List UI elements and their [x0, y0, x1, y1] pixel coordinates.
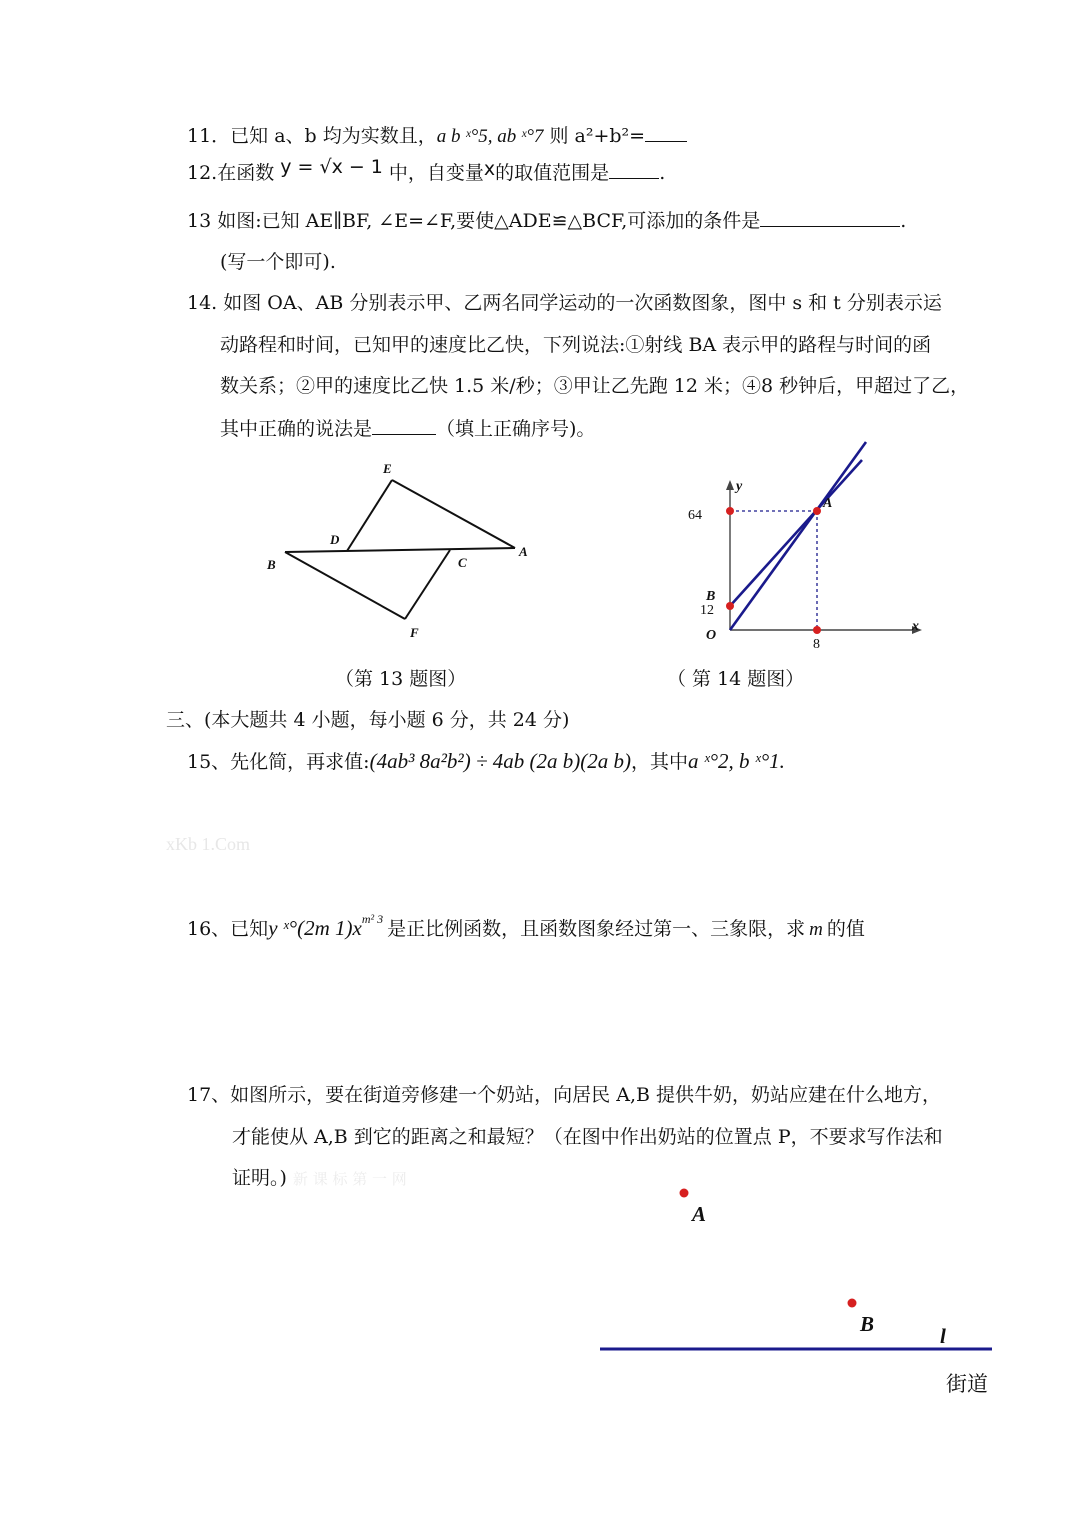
question-17-line-3 — [232, 1166, 407, 1191]
fig14-point-b — [726, 602, 734, 610]
question-17-line-2: 才能使从 A,B 到它的距离之和最短？（在图中作出奶站的位置点 P，不要求写作法和 — [232, 1126, 943, 1148]
q15-text-2: ，其中 — [630, 751, 688, 773]
fig14-label-b: B — [706, 589, 716, 604]
figure-13-caption: （第 13 题图） — [335, 668, 467, 690]
fig17-label-a: A — [692, 1202, 707, 1226]
question-15 — [187, 749, 785, 774]
q16-text: 16、已知 — [187, 918, 269, 940]
q14-text-2: （填上正确序号)。 — [436, 418, 596, 440]
fig17-point-a — [680, 1189, 689, 1198]
q13-period: . — [900, 210, 907, 232]
q15-text: 15、先化简，再求值: — [187, 751, 370, 773]
figure-13 — [255, 455, 545, 655]
q15-expression: (4ab³ 8a²b²) ÷ 4ab (2a b)(2a b) — [369, 749, 631, 773]
q12-text: 12.在函数 — [187, 162, 275, 184]
q16-exponent: m² 3 — [361, 912, 384, 926]
question-16 — [187, 912, 865, 943]
q16-expression: y ˣ°(2m 1)x — [268, 916, 362, 940]
fig17-label-b: B — [860, 1312, 875, 1336]
question-14-line-1: 14. 如图 OA、AB 分别表示甲、乙两名同学运动的一次函数图象，图中 s 和 t 分别表示运 — [187, 292, 942, 314]
fig14-point-8 — [813, 626, 821, 634]
street-label: 街道 — [946, 1372, 988, 1396]
q12-variable: x — [483, 158, 496, 180]
q11-math: a b ˣ°5, ab ˣ°7 — [436, 126, 544, 147]
figure-17 — [590, 1175, 1010, 1355]
figure-14-caption: （ 第 14 题图） — [667, 668, 805, 690]
fig13-label-f: F — [410, 625, 419, 640]
q13-answer-blank[interactable] — [760, 208, 900, 227]
q12-answer-blank[interactable] — [609, 160, 659, 179]
fig13-label-a: A — [519, 544, 528, 559]
fig13-label-b: B — [267, 557, 276, 572]
question-11 — [187, 123, 687, 149]
section-3-title: 三、(本大题共 4 小题，每小题 6 分，共 24 分) — [166, 709, 570, 731]
fig14-label-a: A — [823, 496, 833, 511]
watermark-xinkebiao: 新 课 标 第 一 网 — [292, 1170, 407, 1188]
figure-14 — [680, 438, 940, 658]
q12-text-2: 中，自变量 — [388, 162, 484, 184]
fig14-tick-12: 12 — [700, 603, 714, 618]
question-17-line-1: 17、如图所示，要在街道旁修建一个奶站，向居民 A,B 提供牛奶，奶站应建在什么地方， — [187, 1084, 941, 1106]
q14-answer-blank[interactable] — [372, 416, 436, 435]
fig14-tick-64: 64 — [688, 508, 702, 523]
q15-condition: a ˣ°2, b ˣ°1. — [687, 749, 785, 773]
question-14-line-4 — [220, 416, 595, 441]
fig14-label-x: x — [912, 619, 919, 634]
fig13-label-c: C — [458, 555, 467, 570]
fig14-point-a — [813, 507, 821, 515]
question-13-line-1 — [187, 208, 906, 233]
fig13-label-d: D — [330, 532, 340, 547]
q11-answer-blank[interactable] — [645, 123, 687, 142]
q17-text: 证明。) — [232, 1167, 287, 1189]
question-13-line-2: (写一个即可). — [220, 251, 336, 273]
fig14-line-ba — [730, 460, 862, 606]
q11-ask: 则 a²+b²= — [543, 125, 646, 147]
q16-text-3: 的值 — [826, 918, 865, 940]
question-12 — [187, 156, 666, 185]
q14-text: 其中正确的说法是 — [220, 418, 373, 440]
fig14-y-arrow — [726, 480, 734, 490]
question-14-line-3: 数关系；②甲的速度比乙快 1.5 米/秒；③甲让乙先跑 12 米；④8 秒钟后，甲超过了乙， — [220, 375, 970, 397]
fig17-label-l: l — [940, 1324, 946, 1348]
q13-text: 13 如图:已知 AE∥BF, ∠E=∠F,要使△ADE≌△BCF,可添加的条件是 — [187, 210, 761, 232]
fig17-point-b — [848, 1299, 857, 1308]
fig14-label-o: O — [706, 628, 717, 643]
fig13-label-e: E — [383, 461, 392, 476]
fig14-line-oa — [730, 442, 866, 630]
q12-text-3: 的取值范围是 — [495, 162, 610, 184]
q12-function: y = √x − 1 — [280, 156, 383, 178]
fig14-tick-8: 8 — [813, 637, 820, 652]
question-14-line-2: 动路程和时间，已知甲的速度比乙快，下列说法:①射线 BA 表示甲的路程与时间的函 — [220, 334, 932, 356]
q16-text-2: 是正比例函数，且函数图象经过第一、三象限，求 — [387, 918, 806, 940]
q11-text: 11．已知 a、b 均为实数且， — [187, 125, 437, 147]
fig14-label-y: y — [736, 479, 743, 494]
watermark-xkb: xKb 1.Com — [166, 834, 251, 854]
q12-period: . — [659, 162, 666, 184]
q16-variable: m — [809, 919, 823, 940]
fig14-point-64 — [726, 507, 734, 515]
